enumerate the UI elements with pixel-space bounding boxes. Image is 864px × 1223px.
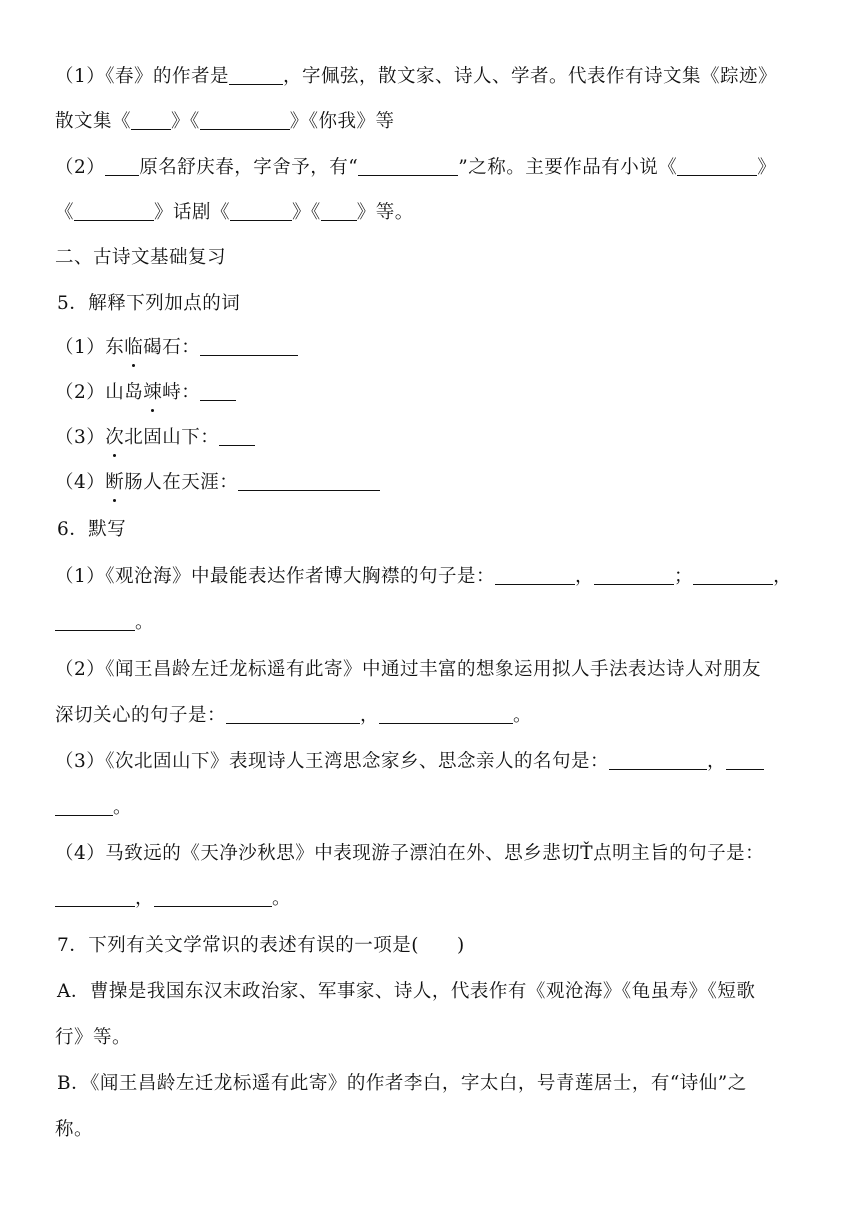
q4-1-line2: 散文集《 》《 》《你我》等 — [55, 111, 395, 132]
q5-item-2: （2）山岛竦峙： — [55, 379, 236, 407]
answer-blank[interactable] — [609, 751, 707, 770]
answer-blank[interactable] — [358, 157, 458, 176]
answer-blank[interactable] — [495, 566, 575, 585]
q6-1-line1: （1）《观沧海》中最能表达作者博大胸襟的句子是： ， ； ， — [55, 566, 793, 587]
q7-title: 7．下列有关文学常识的表述有误的一项是( ) — [57, 935, 465, 956]
q6-3-line2: 。 — [55, 794, 132, 822]
section-title: 二、古诗文基础复习 — [55, 247, 227, 268]
answer-blank[interactable] — [154, 888, 272, 907]
q6-4-line1: （4）马致远的《天净沙秋思》中表现游子漂泊在外、思乡悲切Ť点明主旨的句子是： — [55, 843, 765, 864]
answer-blank[interactable] — [230, 202, 292, 221]
answer-blank[interactable] — [226, 705, 360, 724]
q7-option-a-line2: 行》等。 — [55, 1027, 132, 1048]
q4-2-line2: 《 》话剧《 》《 》等。 — [55, 202, 414, 223]
q7-option-b-line2: 称。 — [55, 1119, 94, 1140]
dotted-char: 竦 — [143, 379, 162, 407]
answer-blank[interactable] — [200, 111, 290, 130]
answer-blank[interactable] — [594, 566, 674, 585]
answer-blank[interactable] — [238, 472, 380, 491]
q5-title: 5．解释下列加点的词 — [57, 293, 241, 314]
answer-blank[interactable] — [131, 111, 171, 130]
answer-blank[interactable] — [200, 382, 236, 401]
q4-1-line1: （1）《春》的作者是 ，字佩弦，散文家、诗人、学者。代表作有诗文集《踪迹》 — [55, 66, 778, 87]
answer-blank[interactable] — [693, 566, 773, 585]
q7-option-a-line1: A．曹操是我国东汉末政治家、军事家、诗人，代表作有《观沧海》《龟虽寿》《短歌 — [57, 981, 756, 1002]
q7-option-b-line1: B．《闻王昌龄左迁龙标遥有此寄》的作者李白，字太白，号青莲居士，有“诗仙”之 — [57, 1073, 747, 1094]
answer-blank[interactable] — [677, 157, 757, 176]
answer-blank[interactable] — [200, 337, 298, 356]
q6-1-line2: 。 — [55, 609, 154, 637]
stray-glyph: Ť — [580, 843, 594, 864]
q6-3-line1: （3）《次北固山下》表现诗人王湾思念家乡、思念亲人的名句是： ， — [55, 748, 764, 776]
q6-2-line1: （2）《闻王昌龄左迁龙标遥有此寄》中通过丰富的想象运用拟人手法表达诗人对朋友 — [55, 659, 762, 680]
answer-blank[interactable] — [105, 157, 139, 176]
q6-title: 6．默写 — [57, 519, 127, 540]
q5-item-3: （3）次北固山下： — [55, 424, 255, 452]
answer-blank[interactable] — [229, 66, 283, 85]
answer-blank[interactable] — [379, 705, 513, 724]
answer-blank[interactable] — [726, 751, 764, 770]
dotted-char: 临 — [124, 334, 143, 362]
q6-4-line2: ， 。 — [55, 885, 291, 913]
answer-blank[interactable] — [55, 888, 135, 907]
q5-item-1: （1）东临碣石： — [55, 334, 298, 362]
answer-blank[interactable] — [55, 612, 135, 631]
q6-2-line2: 深切关心的句子是： ， 。 — [55, 705, 533, 726]
answer-blank[interactable] — [74, 202, 154, 221]
answer-blank[interactable] — [55, 797, 113, 816]
q4-2-line1: （2） 原名舒庆春，字舍予，有“ ”之称。主要作品有小说《 》 — [55, 157, 777, 178]
answer-blank[interactable] — [321, 202, 357, 221]
dotted-char: 次 — [105, 424, 124, 452]
dotted-char: 断 — [105, 469, 124, 497]
answer-blank[interactable] — [219, 427, 255, 446]
q5-item-4: （4）断肠人在天涯： — [55, 469, 380, 497]
